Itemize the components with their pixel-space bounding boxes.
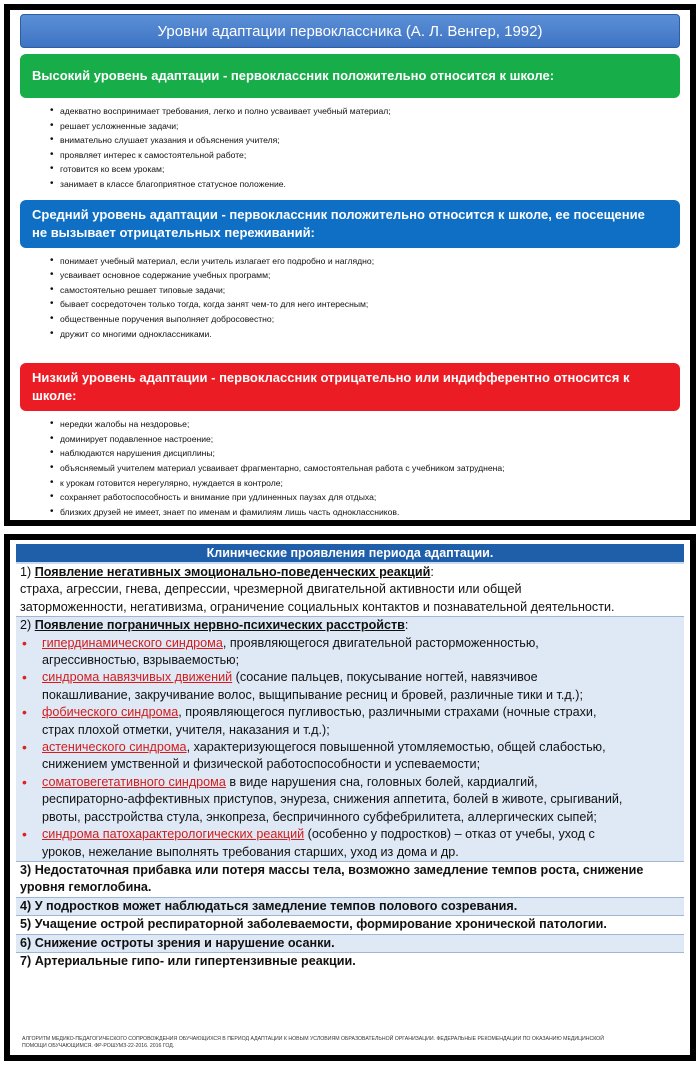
list-item: • внимательно слушает указания и объяснения учителя;: [50, 133, 680, 148]
list-item: • адекватно воспринимает требования, легко и полно усваивает учебный материал;: [50, 104, 680, 119]
medium-level-list: [20, 254, 680, 342]
slide2-content: [10, 540, 690, 1055]
section-3-line2: уровня гемоглобина.: [20, 880, 152, 895]
section-number: 1): [20, 565, 35, 579]
syndrome-term: гипердинамического синдрома: [42, 635, 223, 650]
section-5-text: 5) Учащение острой респираторной заболеваемости, формирование хронической патологии.: [20, 917, 607, 932]
source-footnote: [22, 1036, 662, 1049]
list-item: • проявляет интерес к самостоятельной работе;: [50, 148, 680, 163]
section-7-text: 7) Артериальные гипо- или гипертензивные реакции.: [20, 953, 356, 968]
syndrome-term: фобического синдрома: [42, 705, 179, 720]
syndrome-desc: , проявляющегося двигательной расторможенностью,: [222, 635, 539, 650]
list-item: • готовится ко всем урокам;: [50, 162, 680, 177]
low-header-line2: школе:: [32, 388, 77, 404]
medium-level-header: [20, 200, 680, 248]
syndrome-desc: (сосание пальцев, покусывание ногтей, навязчивое: [232, 670, 538, 685]
colon: :: [430, 565, 434, 579]
syndrome-term: астенического синдрома: [42, 740, 187, 755]
footnote-line2: ПОМОЩИ ОБУЧАЮЩИМСЯ. ФР-РОШУМЗ-22-2016. 2016 ГОД.: [22, 1042, 175, 1049]
syndrome-desc: респираторно-аффективных приступов, энуреза, снижения аппетита, болей в животе, срыгиваний,: [42, 792, 623, 807]
list-item: • к урокам готовится нерегулярно, нуждается в контроле;: [50, 476, 680, 491]
list-item: • дружит со многими одноклассниками.: [50, 327, 680, 342]
list-item: • доминирует подавленное настроение;: [50, 432, 680, 447]
syndrome-desc: , проявляющегося пугливостью, различными страхами (ночные страхи,: [178, 705, 597, 720]
syndrome-term: соматовегетативного синдрома: [42, 774, 226, 789]
slide2-title: Клинические проявления периода адаптации.: [16, 544, 684, 564]
syndrome-desc: покашливание, закручивание волос, выщипывание ресниц и бровей, различные тики и т.д.);: [42, 687, 583, 702]
slide1-title: Уровни адаптации первоклассника (А. Л. Венгер, 1992): [20, 14, 680, 48]
syndrome-term: синдрома патохарактерологических реакций: [42, 827, 305, 842]
syndrome-term: синдрома навязчивых движений: [42, 670, 233, 685]
section-6: [16, 934, 684, 952]
section-1: [16, 564, 684, 616]
list-item: • занимает в классе благоприятное статусное положение.: [50, 177, 680, 192]
section-7: [16, 952, 684, 970]
clinical-manifestations-slide: [4, 534, 696, 1061]
list-item: • наблюдаются нарушения дисциплины;: [50, 446, 680, 461]
list-item: • близких друзей не имеет, знает по именам и фамилиям лишь часть одноклассников.: [50, 505, 680, 520]
list-item: [42, 774, 680, 826]
syndrome-desc: уроков, нежелание выполнять требования старших, уход из дома и др.: [42, 844, 459, 859]
syndrome-list: [20, 635, 680, 861]
list-item: • объясняемый учителем материал усваивает фрагментарно, самостоятельная работа с учебником затруднена;: [50, 461, 680, 476]
list-item: [42, 826, 680, 861]
section-4-text: 4) У подростков может наблюдаться замедление темпов полового созревания.: [20, 898, 518, 913]
high-level-list: [20, 104, 680, 192]
list-item: • решает усложненные задачи;: [50, 119, 680, 134]
section-2: [16, 616, 684, 861]
section-3: [16, 861, 684, 897]
list-item: [42, 739, 680, 774]
colon: :: [404, 618, 409, 633]
syndrome-desc: в виде нарушения сна, головных болей, кардиалгий,: [225, 774, 538, 789]
list-item: • нередки жалобы на нездоровье;: [50, 417, 680, 432]
low-header-line1: Низкий уровень адаптации - первоклассник отрицательно или индифферентно относится к: [32, 370, 630, 386]
list-item: [42, 669, 680, 704]
list-item: • понимает учебный материал, если учитель излагает его подробно и наглядно;: [50, 254, 680, 269]
slide1-content: [10, 10, 690, 520]
section-1-text-line2: заторможенности, негативизма, ограничение социальных контактов и познавательной деятельности.: [20, 599, 615, 614]
high-level-header: Высокий уровень адаптации - первоклассник положительно относится к школе:: [20, 54, 680, 98]
section-1-title: Появление негативных эмоционально-поведенческих реакций: [34, 565, 431, 579]
section-5: [16, 915, 684, 933]
section-1-heading: [20, 564, 680, 581]
low-level-list: [20, 417, 680, 519]
syndrome-desc: (особенно у подростков) – отказ от учебы, уход с: [304, 827, 595, 842]
section-2-title: Появление пограничных нервно-психических расстройств: [34, 618, 405, 633]
low-level-header: [20, 363, 680, 411]
section-number: 2): [20, 618, 35, 633]
adaptation-levels-slide: [4, 4, 696, 526]
list-item: [42, 635, 680, 670]
syndrome-desc: страх плохой отметки, учителя, наказания и т.д.);: [42, 722, 330, 737]
syndrome-desc: , характеризующегося повышенной утомляемостью, общей слабостью,: [186, 740, 606, 755]
section-6-text: 6) Снижение остроты зрения и нарушение осанки.: [20, 935, 335, 950]
section-3-line1: 3) Недостаточная прибавка или потеря массы тела, возможно замедление темпов роста, снижение: [20, 862, 644, 877]
section-2-heading: [20, 617, 680, 634]
syndrome-desc: снижением умственной и физической работоспособности и успеваемости;: [42, 757, 481, 772]
list-item: • самостоятельно решает типовые задачи;: [50, 283, 680, 298]
section-4: [16, 897, 684, 915]
list-item: [42, 704, 680, 739]
list-item: • усваивает основное содержание учебных программ;: [50, 268, 680, 283]
medium-header-line1: Средний уровень адаптации - первоклассник положительно относится к школе, ее посещение: [32, 206, 645, 222]
section-1-text-line1: страха, агрессии, гнева, депрессии, чрезмерной двигательной активности или общей: [20, 582, 522, 597]
syndrome-desc: агрессивностью, взрываемостью;: [42, 653, 240, 668]
syndrome-desc: рвоты, расстройства стула, энкопреза, беспричинного субфебрилитета, аллергических сыпей;: [42, 809, 597, 824]
medium-header-line2: не вызывает отрицательных переживаний:: [32, 224, 315, 240]
list-item: • сохраняет работоспособность и внимание при удлиненных паузах для отдыха;: [50, 490, 680, 505]
footnote-line1: АЛГОРИТМ МЕДИКО-ПЕДАГОГИЧЕСКОГО СОПРОВОЖДЕНИЯ ОБУЧАЮЩИХСЯ В ПЕРИОД АДАПТАЦИИ К НОВЫМ УСЛОВИЯМ ОБРАЗОВАТЕЛЬНОЙ ОРГАНИЗАЦИИ. ФЕДЕРАЛЬНЫЕ РЕКОМЕНДАЦИИ ПО ОКАЗАНИЮ МЕДИЦИНСКОЙ: [22, 1036, 604, 1043]
list-item: • бывает сосредоточен только тогда, когда занят чем-то для него интересным;: [50, 297, 680, 312]
list-item: • общественные поручения выполняет добросовестно;: [50, 312, 680, 327]
